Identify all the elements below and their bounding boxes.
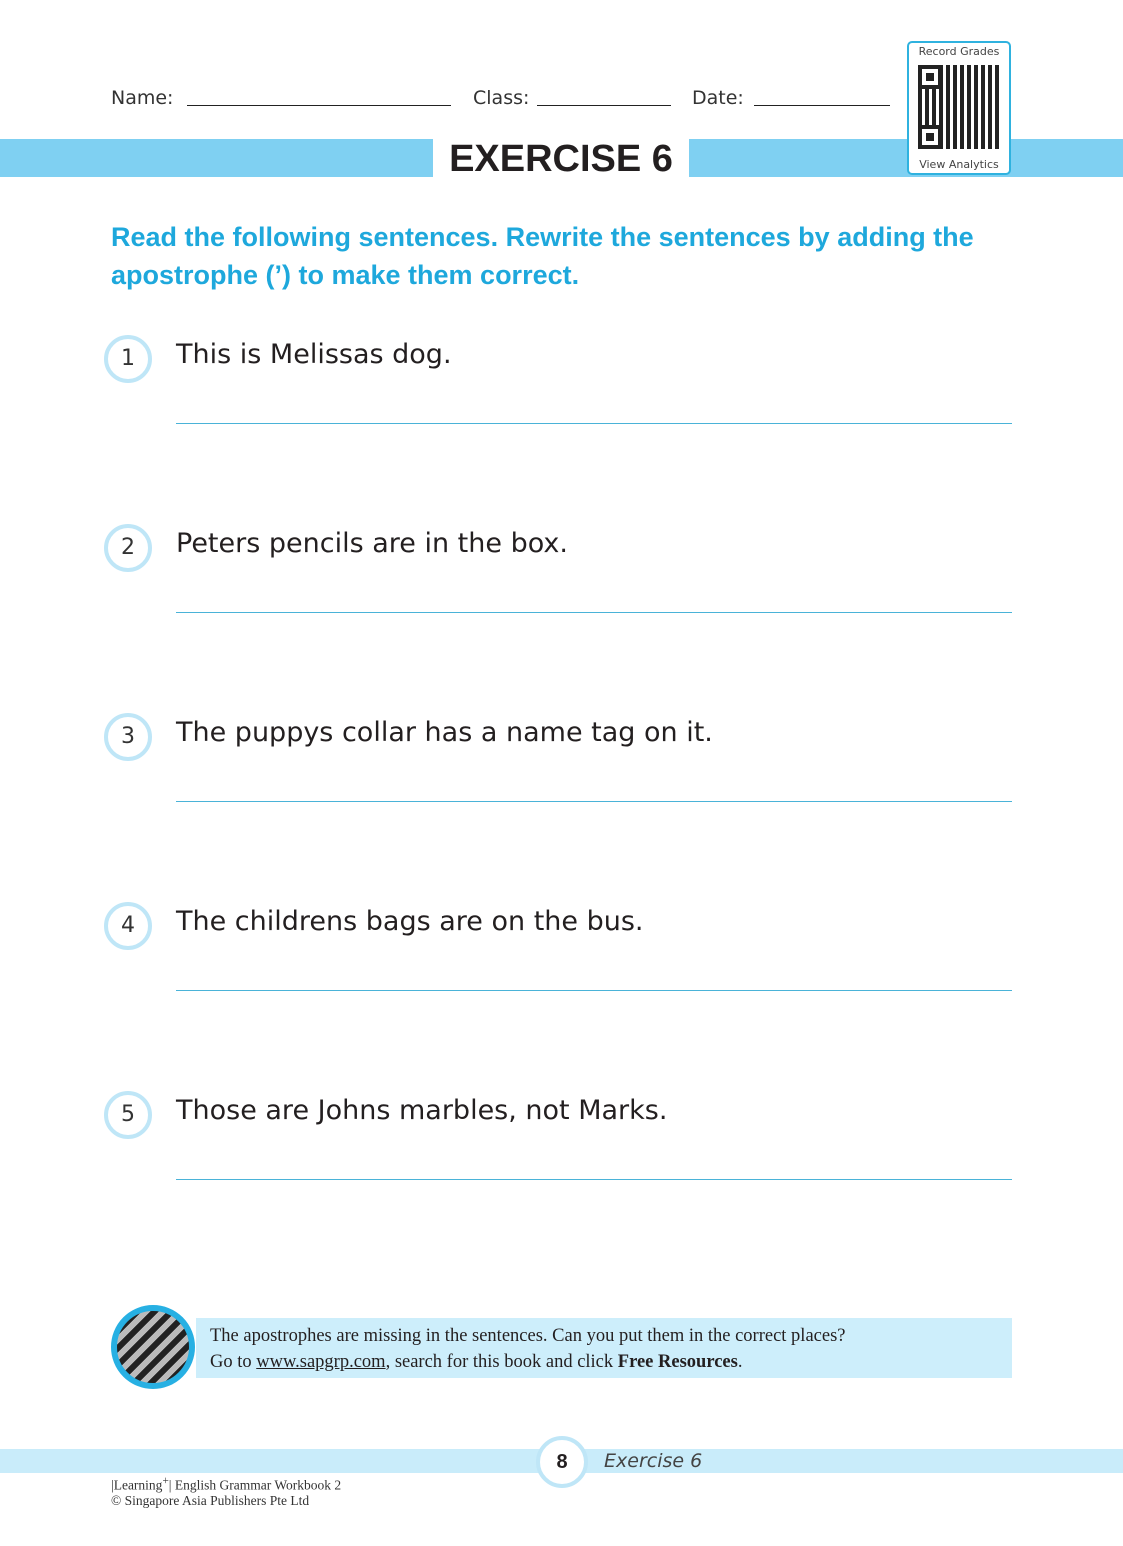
tip-prefix: Go to (210, 1352, 257, 1372)
question-text: The puppys collar has a name tag on it. (176, 717, 713, 748)
qr-code-icon (918, 65, 1002, 149)
question-number: 3 (104, 713, 152, 761)
name-field[interactable] (187, 105, 451, 106)
qr-bottom-label: View Analytics (919, 158, 999, 171)
date-field[interactable] (754, 105, 890, 106)
tip-text (210, 1323, 846, 1375)
question-number: 1 (104, 335, 152, 383)
class-field[interactable] (537, 105, 671, 106)
book-sup: + (162, 1475, 169, 1487)
name-label: Name: (111, 87, 174, 109)
book-title (111, 1475, 341, 1494)
copyright: © Singapore Asia Publishers Pte Ltd (111, 1493, 310, 1508)
question-text: Peters pencils are in the box. (176, 528, 568, 559)
answer-line[interactable] (176, 990, 1012, 991)
question-text: Those are Johns marbles, not Marks. (176, 1095, 668, 1126)
answer-line[interactable] (176, 612, 1012, 613)
website-link[interactable]: www.sapgrp.com (256, 1352, 386, 1372)
book-suffix: | English Grammar Workbook 2 (168, 1477, 342, 1493)
tip-middle: , search for this book and click (385, 1352, 618, 1372)
answer-line[interactable] (176, 1179, 1012, 1180)
qr-code-card[interactable] (907, 41, 1011, 175)
question-number: 2 (104, 524, 152, 572)
page-title: EXERCISE 6 (433, 132, 689, 184)
answer-line[interactable] (176, 423, 1012, 424)
question-text: The childrens bags are on the bus. (176, 906, 644, 937)
tip-line-1: The apostrophes are missing in the sentences. Can you put them in the correct places? (210, 1326, 846, 1346)
question-number: 4 (104, 902, 152, 950)
tip-line-2 (210, 1349, 846, 1375)
page-label: Exercise 6 (604, 1450, 703, 1472)
date-label: Date: (692, 87, 744, 109)
tip-suffix: . (737, 1352, 743, 1372)
question-number: 5 (104, 1091, 152, 1139)
question-text: This is Melissas dog. (176, 339, 452, 370)
page-number: 8 (536, 1436, 588, 1488)
answer-line[interactable] (176, 801, 1012, 802)
book-prefix: |Learning (111, 1477, 163, 1493)
free-resources-text: Free Resources (617, 1352, 738, 1372)
qr-top-label: Record Grades (918, 45, 1000, 58)
instruction: Read the following sentences. Rewrite the sentences by adding the apostrophe (’) to make them correct. (111, 222, 974, 290)
resource-icon (111, 1305, 195, 1389)
class-label: Class: (473, 87, 530, 109)
